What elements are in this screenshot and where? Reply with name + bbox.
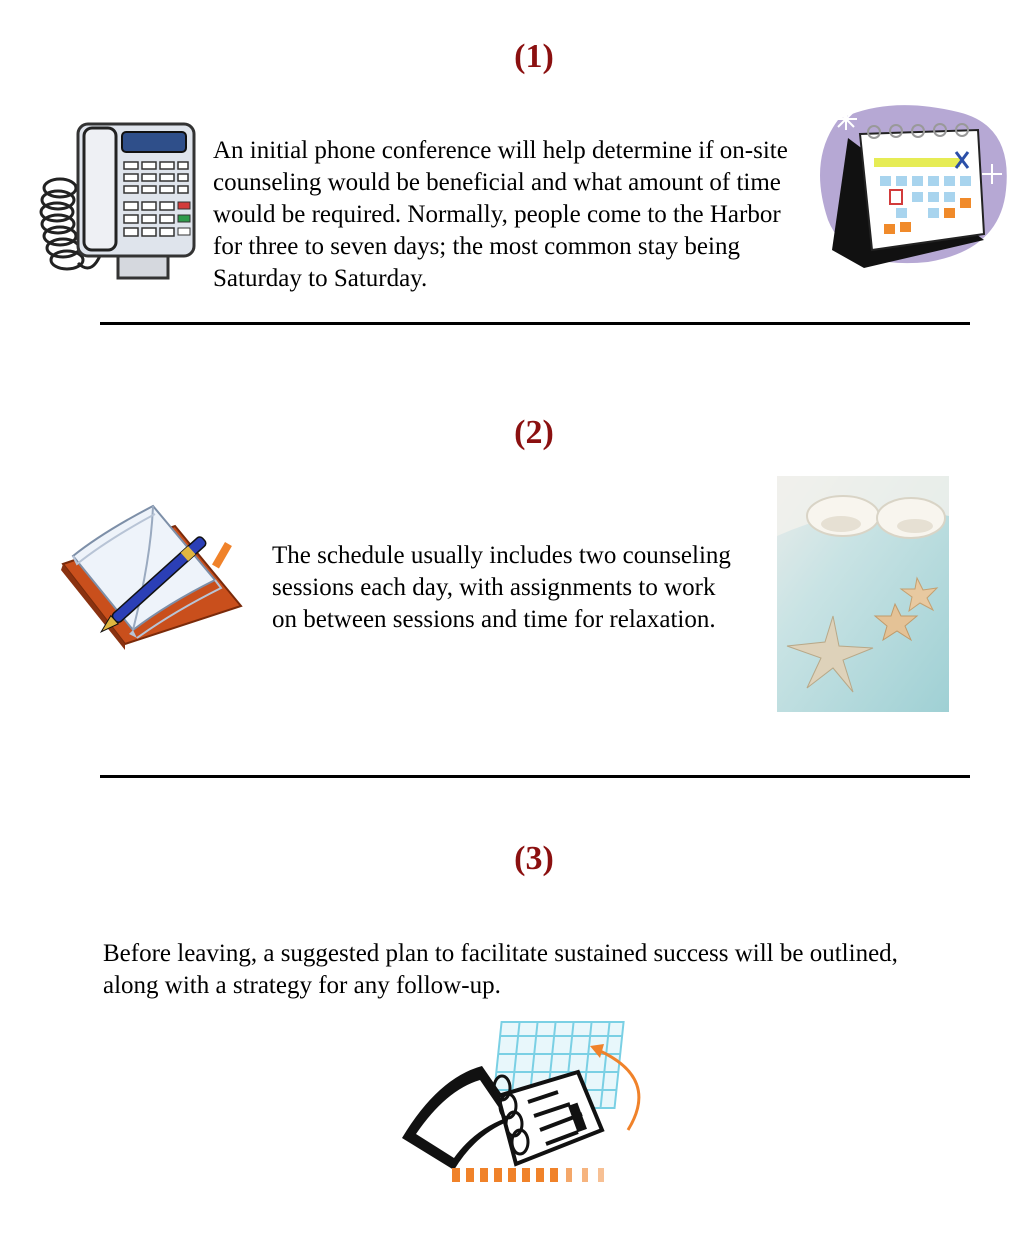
- section-2-text: The schedule usually includes two counseling sessions each day, with assignments to work on between sessions and time for relaxation.: [272, 542, 731, 633]
- section-3-text: Before leaving, a suggested plan to facilitate sustained success will be outlined, along with a strategy for any follow-up.: [103, 940, 898, 999]
- telephone-icon: [38, 118, 200, 284]
- section-1-number: (1): [514, 38, 554, 75]
- section-2-number: (2): [514, 414, 554, 451]
- desk-calendar-icon: [808, 100, 1013, 272]
- planner-calendar-icon: [398, 1018, 658, 1184]
- slippers-starfish-photo: [777, 476, 949, 712]
- open-book-pen-icon: [55, 494, 245, 652]
- section-divider: [100, 322, 970, 325]
- section-1-text: An initial phone conference will help determine if on-site counseling would be beneficial and what amount of time would be required. Normally, people come to the Harbor for three to seven days; the most common stay being Saturday to Saturday.: [213, 137, 788, 292]
- section-divider: [100, 775, 970, 778]
- section-3-number: (3): [514, 840, 554, 877]
